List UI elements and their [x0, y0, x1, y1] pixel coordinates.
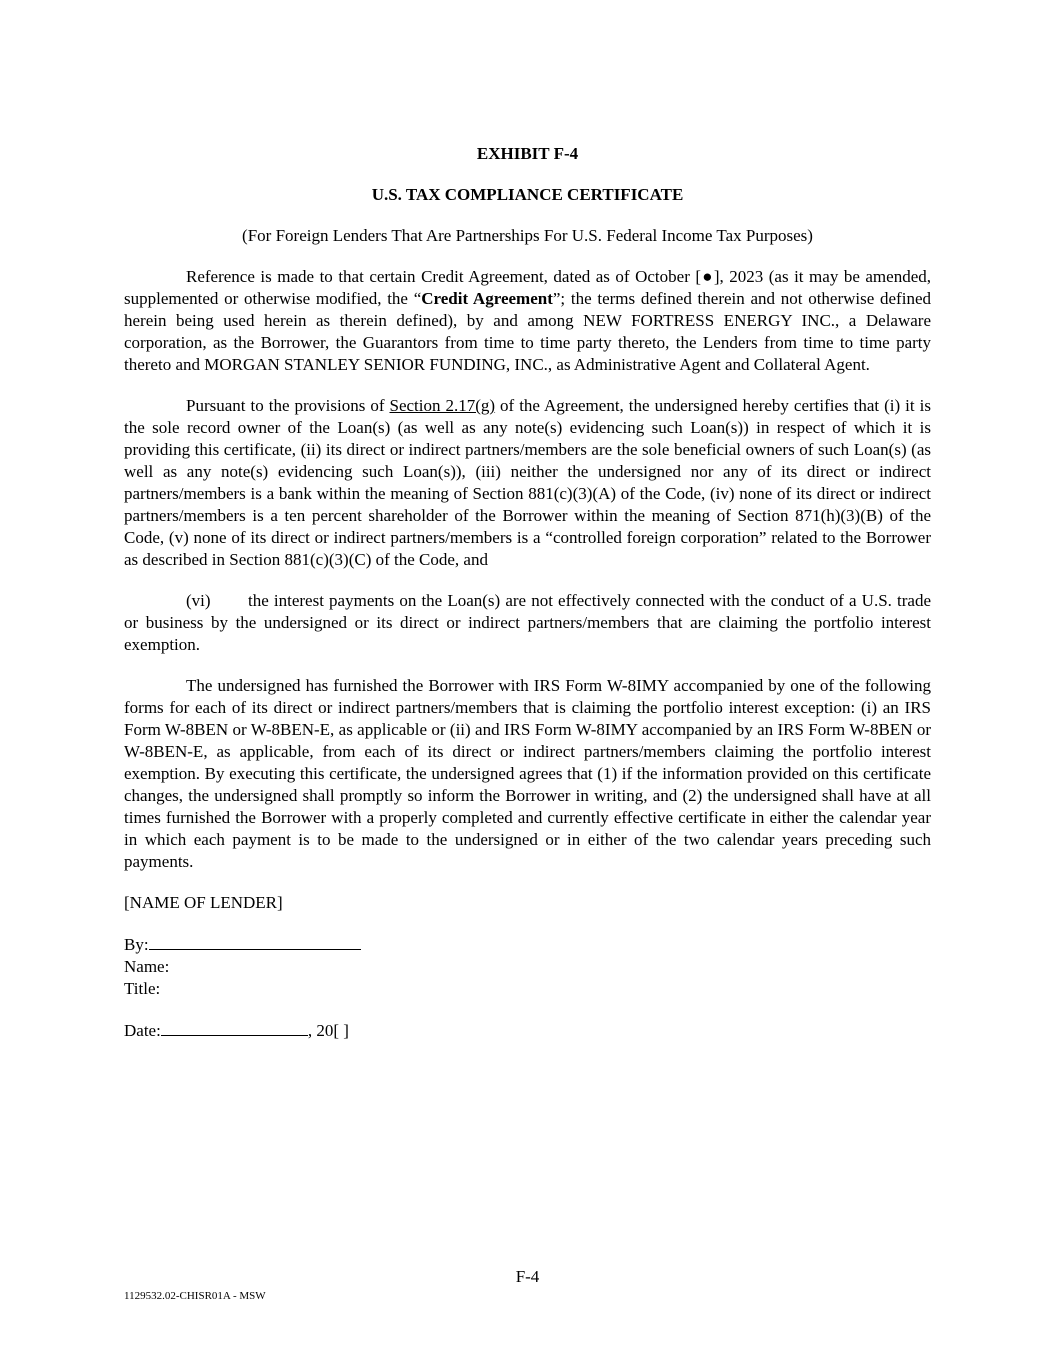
certificate-title: U.S. TAX COMPLIANCE CERTIFICATE: [371, 185, 684, 204]
credit-agreement-term: Credit Agreement: [421, 289, 553, 308]
clause-number: (vi): [186, 591, 211, 610]
date-label: Date:: [124, 1021, 161, 1040]
signature-block: [124, 933, 931, 1042]
clause-vi-paragraph: [124, 590, 931, 656]
certification-paragraph: [124, 395, 931, 571]
reference-text-start: Reference is made to that certain Credit Agreement, dated as of October [●], 2023 (as it may be amended, supplemented or otherwise modified, the “: [124, 267, 931, 308]
by-row: [124, 933, 931, 956]
document-id: 1129532.02-CHISR01A - MSW: [124, 1290, 266, 1302]
clause-text: the interest payments on the Loan(s) are not effectively connected with the conduct of a U.S. trade or business by the undersigned or its direct or indirect partners/members that are claiming the portfolio interest exemption.: [124, 591, 931, 654]
name-label: Name:: [124, 957, 170, 976]
document-page: [124, 143, 931, 1042]
reference-paragraph: [124, 266, 931, 376]
lender-name-placeholder: [NAME OF LENDER]: [124, 893, 283, 912]
certification-text-start: Pursuant to the provisions of: [186, 396, 390, 415]
date-line[interactable]: [161, 1019, 308, 1036]
date-year-suffix: , 20[ ]: [307, 1021, 349, 1040]
forms-paragraph: The undersigned has furnished the Borrower with IRS Form W-8IMY accompanied by one of the following forms for each of its direct or indirect partners/members that is claiming the portfolio interest exception: (i) an IRS Form W-8BEN or W-8BEN-E, as applicable or (ii) and IRS Form W-8IMY accompanied by an IRS Form W-8BEN or W-8BEN-E, as applicable, from each of its direct or indirect partners/members claiming the portfolio interest exemption. By executing this certificate, the undersigned agrees that (1) if the information provided on this certificate changes, the undersigned shall promptly so inform the Borrower in writing, and (2) the undersigned shall have at all times furnished the Borrower with a properly completed and currently effective certificate in either the calendar year in which each payment is to be made to the undersigned or in either of the two calendar years preceding such payments.: [124, 676, 931, 871]
certification-text-end: of the Agreement, the undersigned hereby certifies that (i) it is the sole record owner of the Loan(s) (as well as any note(s) evidencing such Loan(s)) in respect of which it is providing this certificate, (ii) its direct or indirect partners/members are the sole beneficial owners of such Loan(s) (as well as any note(s) evidencing such Loan(s)), (iii) neither the undersigned nor any of its direct or indirect partners/members is a bank within the meaning of Section 881(c)(3)(A) of the Code, (iv) none of its direct or indirect partners/members is a ten percent shareholder of the Borrower within the meaning of Section 871(h)(3)(B) of the Code, (v) none of its direct or indirect partners/members is a “controlled foreign corporation” related to the Borrower as described in Section 881(c)(3)(C) of the Code, and: [124, 396, 931, 569]
section-reference: Section 2.17(g): [389, 396, 496, 415]
date-row: [124, 1019, 931, 1042]
title-label: Title:: [124, 979, 161, 998]
certificate-subtitle: (For Foreign Lenders That Are Partnerships For U.S. Federal Income Tax Purposes): [242, 226, 813, 245]
reference-text-end: ”; the terms defined therein and not otherwise defined herein being used herein as therein defined), by and among NEW FORTRESS ENERGY INC., a Delaware corporation, as the Borrower, the Guarantors from time to time party thereto, the Lenders from time to time party thereto and MORGAN STANLEY SENIOR FUNDING, INC., as Administrative Agent and Collateral Agent.: [124, 289, 931, 374]
signature-line[interactable]: [149, 933, 361, 950]
exhibit-title: EXHIBIT F-4: [476, 144, 579, 163]
by-label: By:: [124, 935, 149, 954]
page-number: F-4: [515, 1267, 540, 1286]
